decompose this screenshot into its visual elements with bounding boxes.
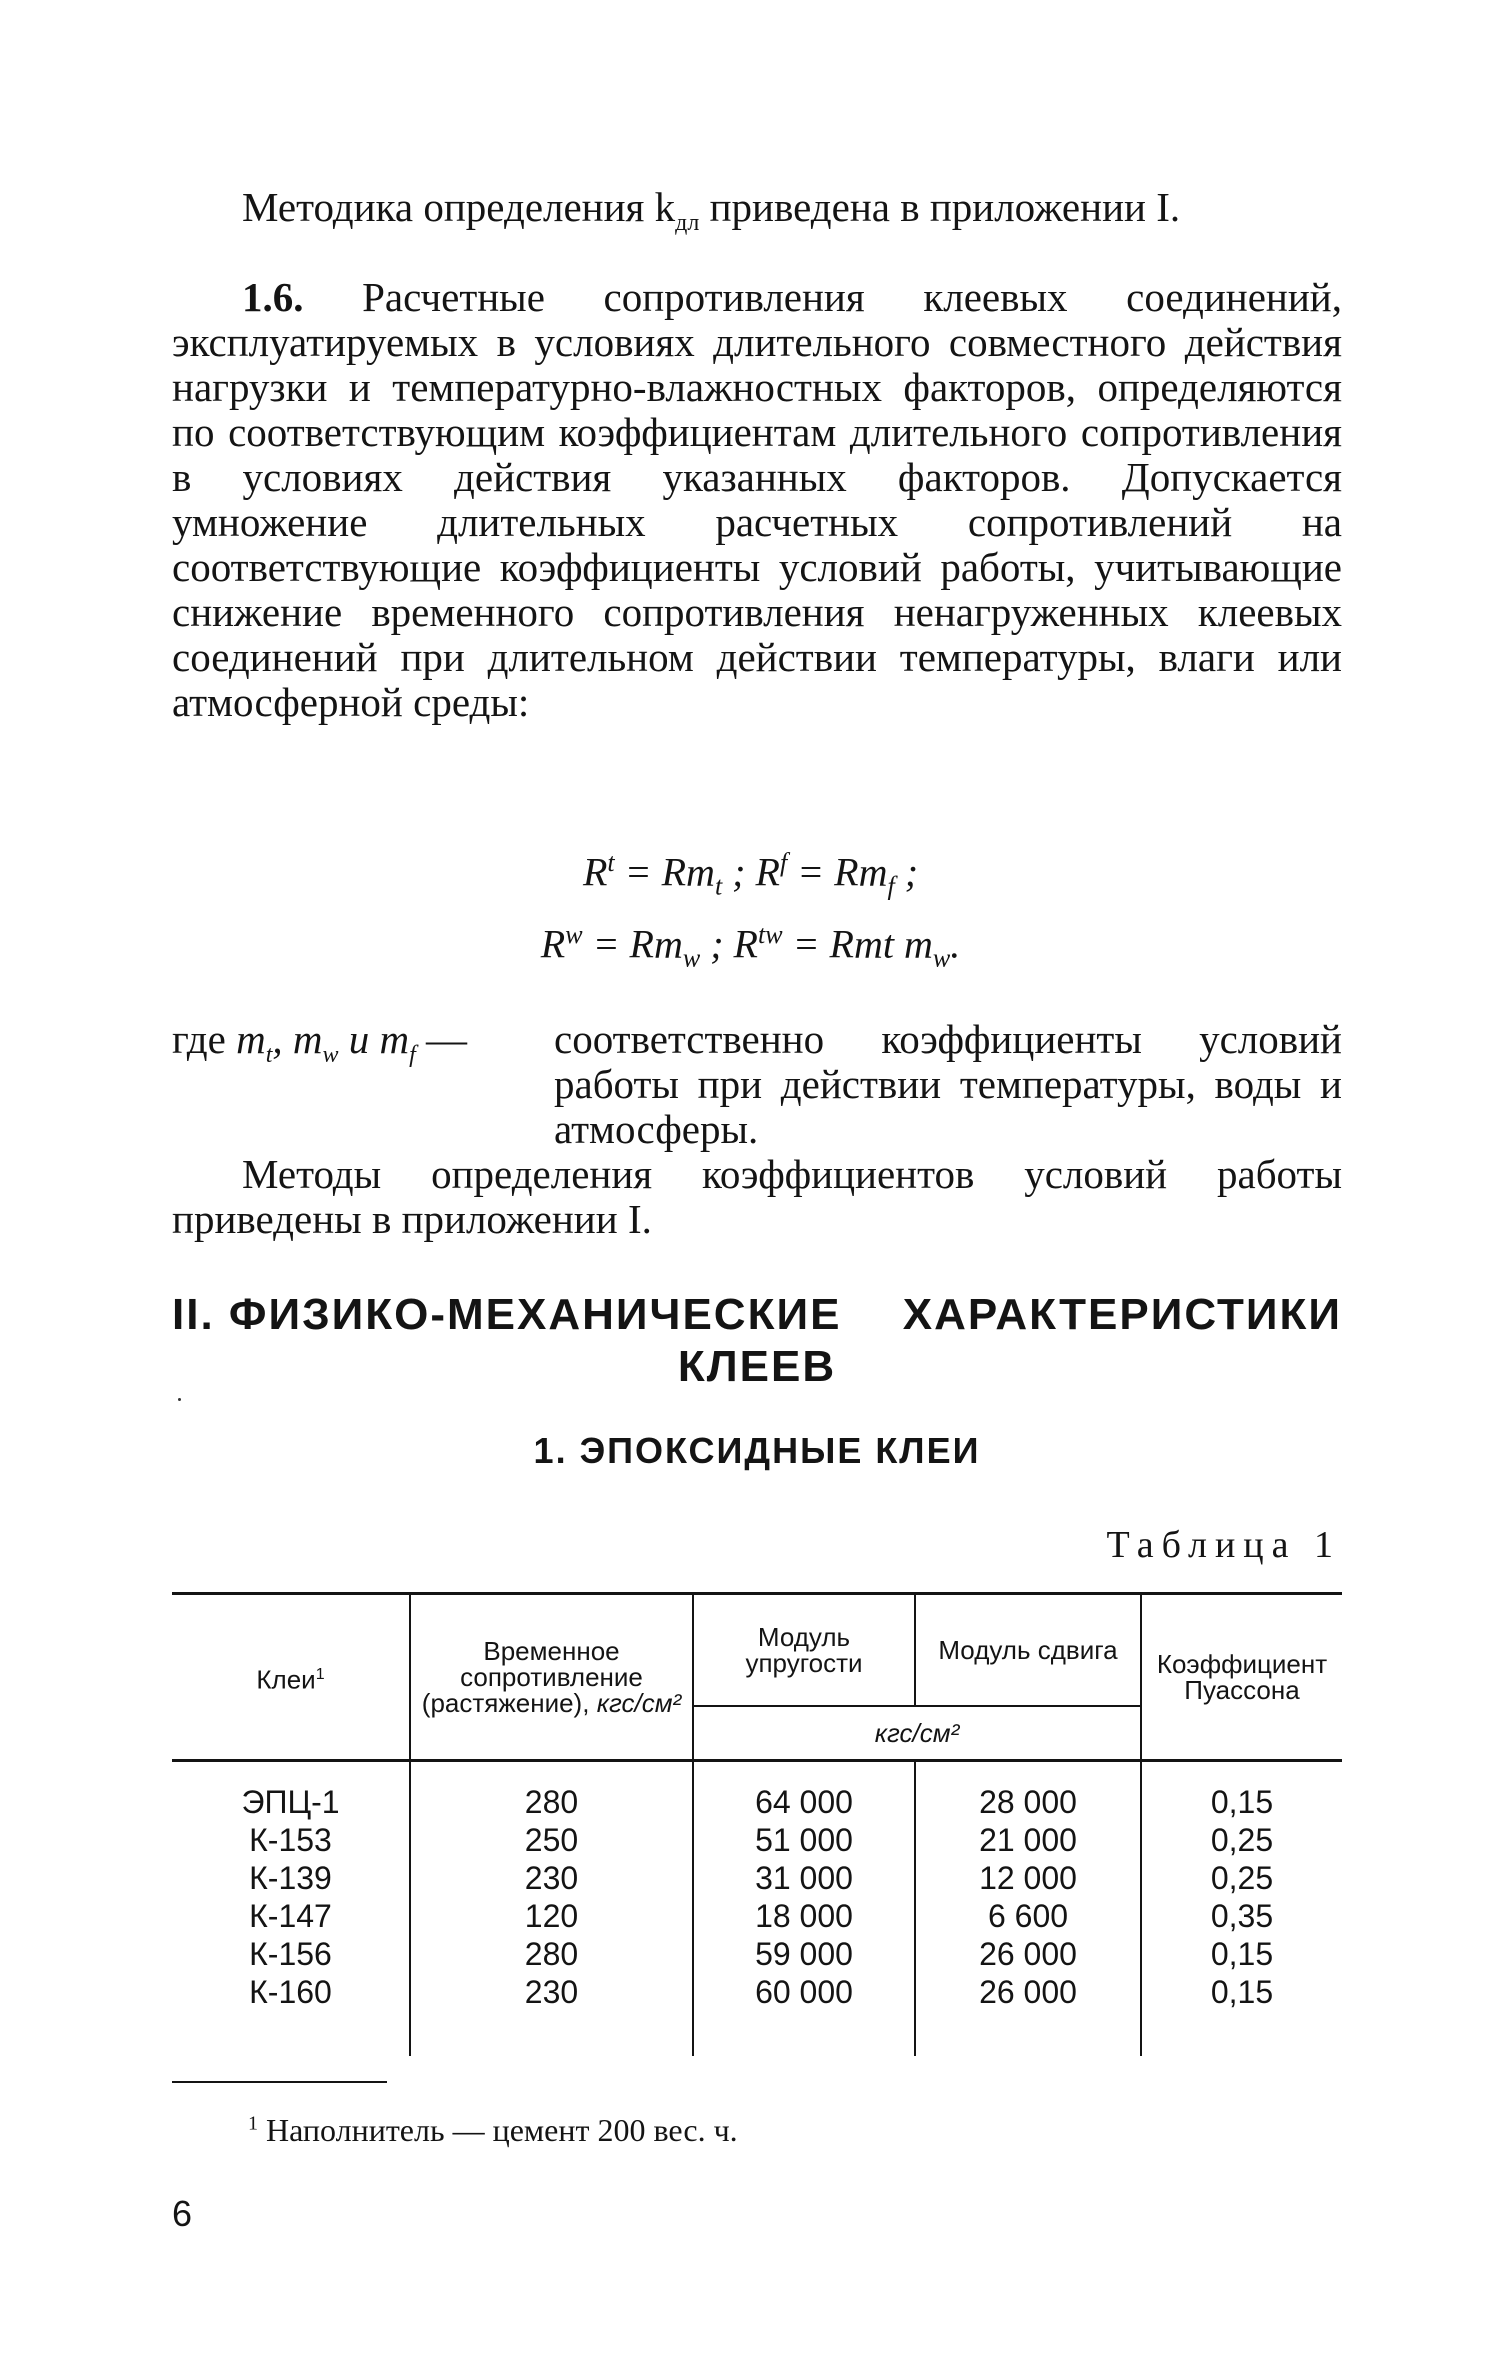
cell-glue: К-160 (249, 1974, 332, 2010)
cell-poisson: 0,35 (1141, 1897, 1342, 1935)
print-speck (178, 1398, 181, 1401)
section-text: Расчетные сопротивления клеевых соединений, эксплуатируемых в условиях длительного совместного действия нагрузки и температурно-влажностных факторов, определяются по соответствующим коэффициентам длительного сопротивления в условиях действия указанных факторов. Допускается умножение длительных расчетных сопротивлений на соответствующие коэффициенты условий работы, учитывающие снижение временного сопротивления ненагруженных клеевых соединений при длительном действии температуры, влаги или атмосферной среды: (172, 274, 1343, 725)
intro-text-rest: приведена в приложении I. (699, 184, 1181, 230)
cell-poisson: 0,15 (1141, 1973, 1342, 2056)
cell-shear: 26 000 (915, 1973, 1141, 2056)
cell-tensile: 120 (410, 1897, 693, 1935)
cell-poisson: 0,25 (1141, 1821, 1342, 1859)
cell-glue: К-153 (249, 1822, 332, 1858)
cell-glue: К-156 (249, 1936, 332, 1972)
where-variables: где $m_t$, $m_w$ и $m_f$ — (172, 1016, 468, 1069)
header-shear: Модуль сдвига (915, 1594, 1141, 1707)
footnote-divider (172, 2081, 387, 2083)
subsection-heading: 1. ЭПОКСИДНЫЕ КЛЕИ (533, 1430, 981, 1471)
table-row (172, 1973, 1342, 2056)
cell-modulus: 60 000 (693, 1973, 915, 2056)
header-shared-unit: кгс/см² (693, 1706, 1141, 1761)
cell-poisson: 0,15 (1141, 1935, 1342, 1973)
table-row (172, 1761, 1342, 1822)
page-number: 6 (172, 2193, 193, 2234)
glue-properties-table (172, 1592, 1342, 2056)
methods-paragraph: Методы определения коэффициентов условий работы приведены в приложении I. (172, 1151, 1342, 1242)
intro-paragraph (172, 185, 1342, 246)
cell-modulus: 64 000 (693, 1761, 915, 1822)
cell-shear: 6 600 (915, 1897, 1141, 1935)
header-poisson: Коэффициент Пуассона (1141, 1594, 1342, 1761)
cell-modulus: 59 000 (693, 1935, 915, 1973)
cell-tensile: 250 (410, 1821, 693, 1859)
cell-shear: 21 000 (915, 1821, 1141, 1859)
header-glue: Клеи$^1$ (256, 1664, 325, 1695)
cell-shear: 12 000 (915, 1859, 1141, 1897)
formula-line-1: $R^t = Rm_t$ ; $R^f = Rm_f$ ; (582, 848, 919, 901)
table-row (172, 1859, 1342, 1897)
table-caption: Таблица 1 (1106, 1524, 1341, 1566)
cell-tensile: 230 (410, 1973, 693, 2056)
cell-shear: 26 000 (915, 1935, 1141, 1973)
cell-glue: К-147 (249, 1898, 332, 1934)
table-row (172, 1897, 1342, 1935)
cell-tensile: 280 (410, 1761, 693, 1822)
chapter-heading-line-1: II. ФИЗИКО-МЕХАНИЧЕСКИЕ ХАРАКТЕРИСТИКИ (172, 1290, 1342, 1339)
cell-tensile: 230 (410, 1859, 693, 1897)
cell-modulus: 18 000 (693, 1897, 915, 1935)
cell-glue: К-139 (249, 1860, 332, 1896)
where-description: соответственно коэффициенты условий работы при действии температуры, воды и атмосферы. (554, 1016, 1342, 1152)
cell-modulus: 31 000 (693, 1859, 915, 1897)
table-row (172, 1935, 1342, 1973)
intro-text: Методика определения k (242, 184, 676, 230)
cell-tensile: 280 (410, 1935, 693, 1973)
section-1-6-paragraph (172, 275, 1342, 725)
cell-poisson: 0,15 (1141, 1761, 1342, 1822)
cell-shear: 28 000 (915, 1761, 1141, 1822)
header-tensile: Временное сопротивление (растяжение), кгс/см² (410, 1594, 693, 1761)
formula-line-2: $R^w = Rm_w$ ; $R^{tw}$ = Rmt $m_w$. (540, 920, 961, 973)
chapter-heading-line-2: КЛЕЕВ (677, 1342, 837, 1391)
cell-poisson: 0,25 (1141, 1859, 1342, 1897)
intro-subscript: дл (675, 210, 700, 237)
section-number: 1.6. (242, 274, 304, 320)
table-row (172, 1821, 1342, 1859)
cell-glue: ЭПЦ-1 (241, 1784, 340, 1820)
header-modulus: Модуль упругости (693, 1594, 915, 1707)
cell-modulus: 51 000 (693, 1821, 915, 1859)
footnote: $^1$ Наполнитель — цемент 200 вес. ч. (248, 2112, 738, 2148)
